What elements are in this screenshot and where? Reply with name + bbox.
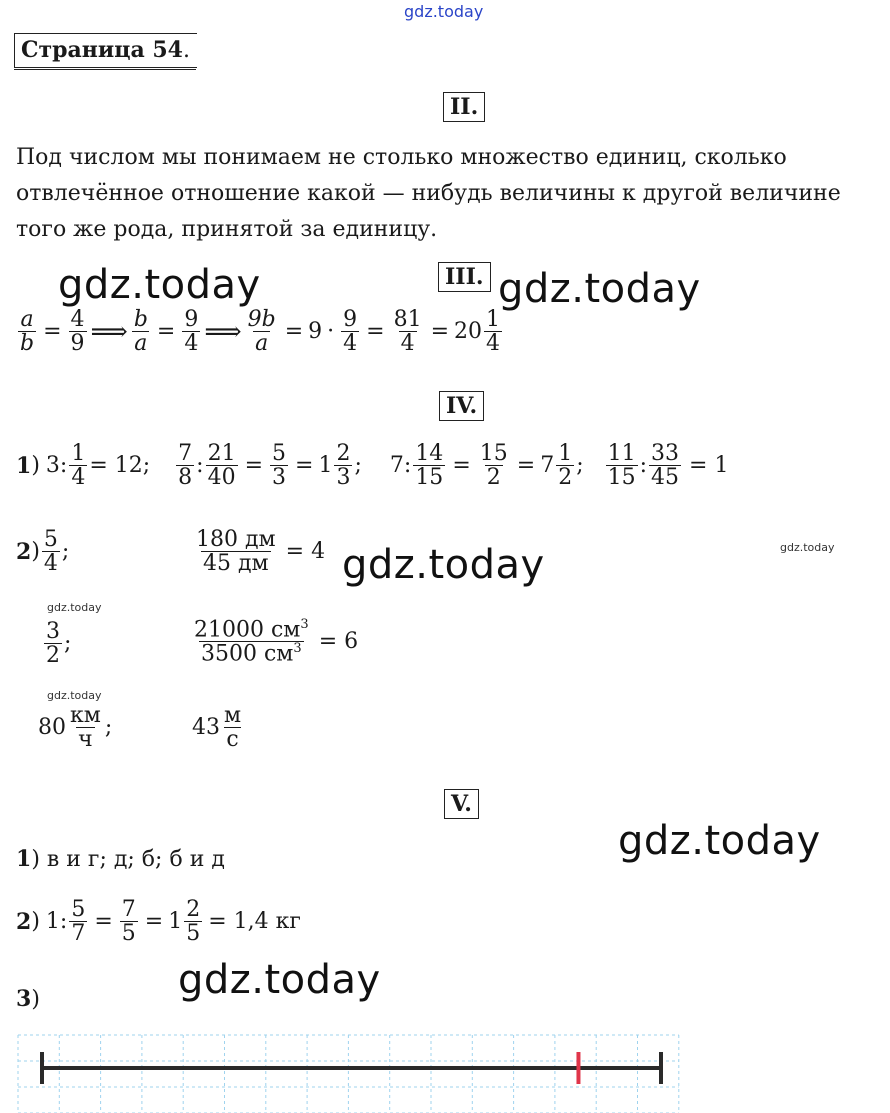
- equation-iv-2c: 3 2 ;: [46, 619, 72, 669]
- watermark: gdz.today: [618, 818, 821, 864]
- paragraph: Под числом мы понимаем не столько множество единиц, сколько отвлечённое отношение какой — нибудь величины к другой величине того же рода, принятой за единицу.: [16, 145, 841, 242]
- watermark-small: gdz.today: [47, 689, 102, 702]
- watermark: gdz.today: [58, 262, 261, 308]
- watermark: gdz.today: [342, 542, 545, 588]
- equation-iv-2e: 80 км ч ;: [38, 703, 113, 753]
- equation-iv-1: 1 ) 3: $\frac{1}{4}$ = 12; 7 8 : $\frac{21}{40}$ = $\frac{5}{3}$ = 1 2 3 ; 7: $\frac{14}{15}$ = $\frac{15}{2}$ = 7 1 2 ; 11 15 : $\frac{33}{45}$ = 1: [16, 441, 729, 491]
- page-title: Страница 54.: [14, 33, 197, 68]
- label-v-3: 3 ): [16, 986, 40, 1012]
- title-underline: [14, 69, 196, 70]
- watermark: gdz.today: [498, 266, 701, 312]
- section-heading-2: II.: [443, 92, 485, 122]
- equation-iv-2d: 21000 $см^3$ 3500 $см^3$ = 6: [194, 617, 359, 667]
- section-heading-4: IV.: [439, 391, 484, 421]
- watermark-small: gdz.today: [47, 601, 102, 614]
- equation-v-2: 2 ) 1: $\frac{5}{7}$ = $\frac{7}{5}$ = 1 $\frac{2}{5}$ = 1,4 кг: [16, 897, 301, 947]
- answer-v-1: 1 ) в и г; д; б; б и д: [16, 846, 225, 872]
- section-heading-3: III.: [438, 262, 491, 292]
- section-heading-5: V.: [444, 789, 479, 819]
- watermark: gdz.today: [178, 957, 381, 1003]
- equation-iv-2f: 43 м с: [192, 703, 242, 753]
- watermark-top: gdz.today: [404, 2, 484, 21]
- number-line: [0, 1030, 890, 1113]
- watermark-small: gdz.today: [780, 541, 835, 554]
- equation-iv-2b: 180 дм 45 дм = 4: [196, 527, 326, 577]
- equation-iii: $\frac{a}{b}$ = $\frac{4}{9}$ ⟹ $\frac{b}{a}$ = $\frac{9}{4}$ ⟹ $\frac{9b}{a}$ = 9 · $\frac{9}{4}$ = $\frac{81}{4}$ = 20 1 4: [20, 307, 501, 357]
- equation-iv-2a: 2 ) 5 4 ;: [16, 527, 70, 577]
